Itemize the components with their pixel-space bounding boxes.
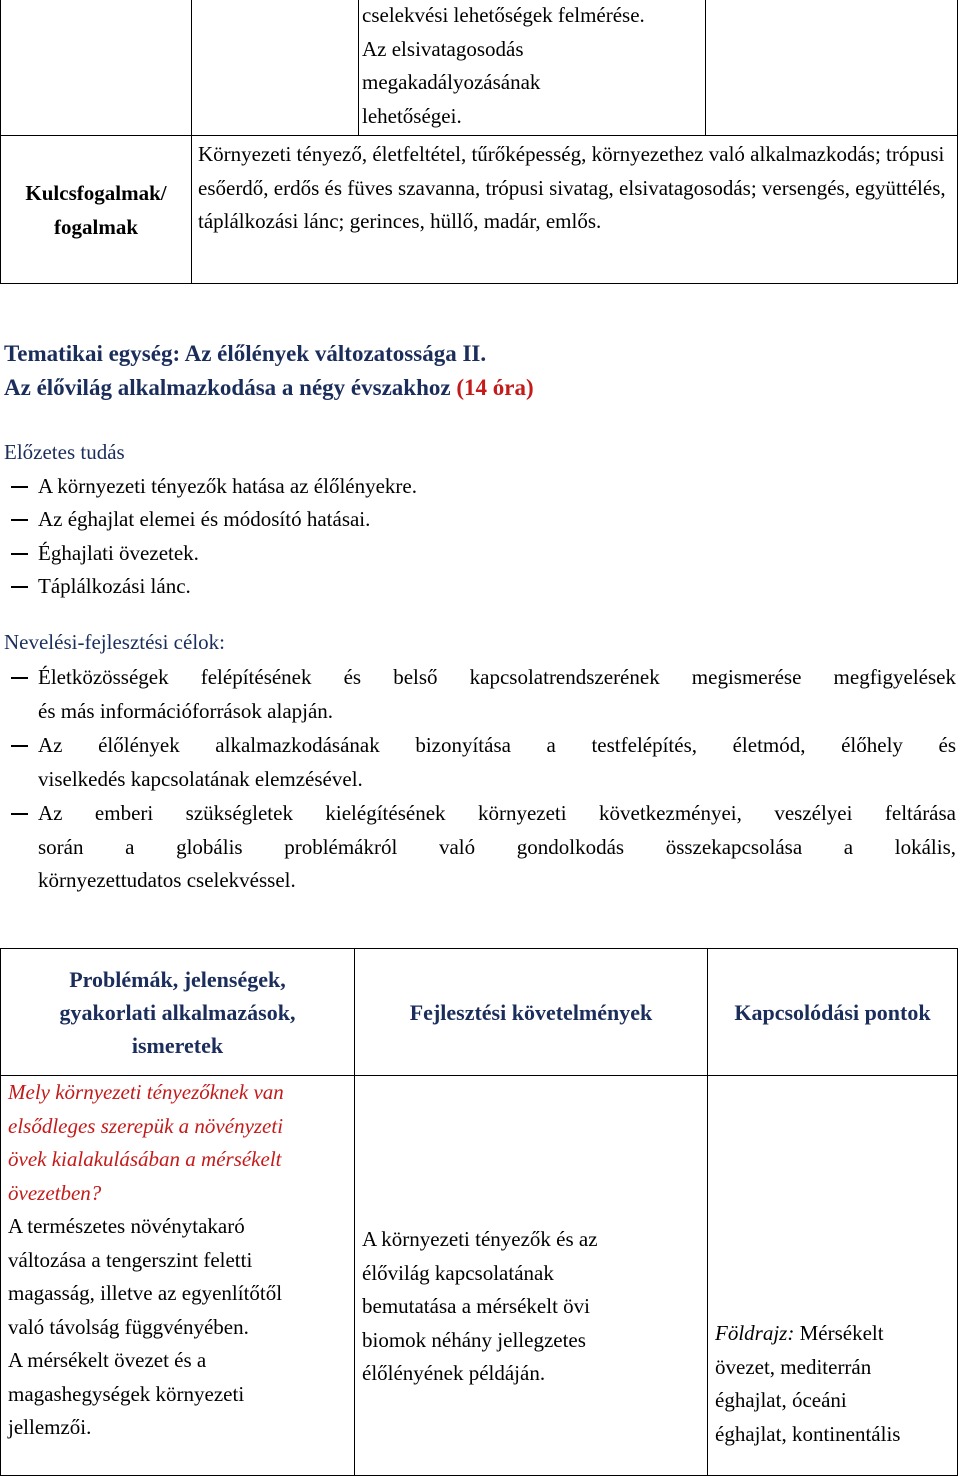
prior-knowledge-item: Táplálkozási lánc. bbox=[0, 570, 958, 604]
prior-knowledge-item: A környezeti tényezők hatása az élőlényekre. bbox=[0, 470, 958, 504]
section-title bbox=[4, 337, 534, 405]
goal-item: Az emberi szükségletek kielégítésének környezeti következményei, veszélyei feltárása során a globális problémákról való gondolkodás összekapcsolása a lokális, környezettudatos cselekvéssel. bbox=[0, 797, 958, 899]
dash-bullet bbox=[11, 519, 28, 521]
problems-cell bbox=[1, 1076, 355, 1476]
continuation-line: cselekvési lehetőségek felmérése. bbox=[362, 3, 645, 27]
dash-bullet bbox=[11, 486, 28, 488]
prior-knowledge-heading: Előzetes tudás bbox=[4, 440, 125, 464]
prior-knowledge-item: Az éghajlat elemei és módosító hatásai. bbox=[0, 503, 958, 537]
goal-item: Életközösségek felépítésének és belső kapcsolatrendszerének megismerése megfigyelések és más információforrások alapján. bbox=[0, 661, 958, 729]
dash-bullet bbox=[11, 745, 28, 747]
requirements-cell: A környezeti tényezők és az élővilág kapcsolatának bemutatása a mérsékelt övi biomok néhány jellegzetes élőlényének példáján. bbox=[355, 1076, 708, 1476]
header-requirements: Fejlesztési követelmények bbox=[355, 949, 708, 1076]
hours-label: (14 óra) bbox=[456, 375, 534, 400]
empty-cell bbox=[706, 0, 958, 136]
prior-knowledge-item: Éghajlati övezetek. bbox=[0, 537, 958, 571]
empty-cell bbox=[192, 0, 359, 136]
dash-bullet bbox=[11, 813, 28, 815]
empty-cell bbox=[1, 0, 192, 136]
connections-cell: Földrajz: Mérsékelt övezet, mediterrán éghajlat, óceáni éghajlat, kontinentális bbox=[708, 1076, 958, 1476]
goal-item: Az élőlények alkalmazkodásának bizonyítása a testfelépítés, életmód, élőhely és viselkedés kapcsolatának elemzésével. bbox=[0, 729, 958, 797]
problems-text: A természetes növénytakaró változása a tengerszint feletti magasság, illetve az egyenlítőtől való távolság függvényében. A mérsékelt övezet és a magashegységek környezeti jellemzői. bbox=[8, 1214, 283, 1439]
continuation-line: lehetőségei. bbox=[362, 103, 462, 128]
dash-bullet bbox=[11, 586, 28, 588]
subject-label: Földrajz: bbox=[715, 1321, 795, 1345]
header-connections: Kapcsolódási pontok bbox=[708, 949, 958, 1076]
dash-bullet bbox=[11, 677, 28, 679]
connection-first-line: Földrajz: Mérsékelt bbox=[715, 1321, 884, 1345]
header-problems: Problémák, jelenségek, gyakorlati alkalmazások, ismeretek bbox=[1, 949, 355, 1076]
section-title-line: Az élővilág alkalmazkodása a négy évszakhoz (14 óra) bbox=[4, 375, 534, 400]
guiding-question: Mely környezeti tényezőknek van elsődleges szerepük a növényzeti övek kialakulásában a mérsékelt övezetben? bbox=[8, 1080, 284, 1205]
continuation-line: Az elsivatagosodás bbox=[362, 36, 524, 61]
section-title-line: Tematikai egység: Az élőlények változatossága II. bbox=[4, 341, 487, 366]
continuation-line: megakadályozásának bbox=[362, 70, 541, 94]
kulcsfogalmak-label: Kulcsfogalmak/ fogalmak bbox=[1, 136, 192, 284]
continuation-text bbox=[362, 0, 707, 133]
kulcsfogalmak-text: Környezeti tényező, életfeltétel, tűrőképesség, környezethez való alkalmazkodás; trópusi esőerdő, erdős és füves szavanna, trópusi sivatag, elsivatagosodás; versengés, együttélés, táplálkozási lánc; gerinces, hüllő, madár, emlős. bbox=[192, 136, 958, 284]
dash-bullet bbox=[11, 553, 28, 555]
bottom-table bbox=[0, 948, 958, 1476]
goals-heading: Nevelési-fejlesztési célok: bbox=[4, 630, 225, 654]
